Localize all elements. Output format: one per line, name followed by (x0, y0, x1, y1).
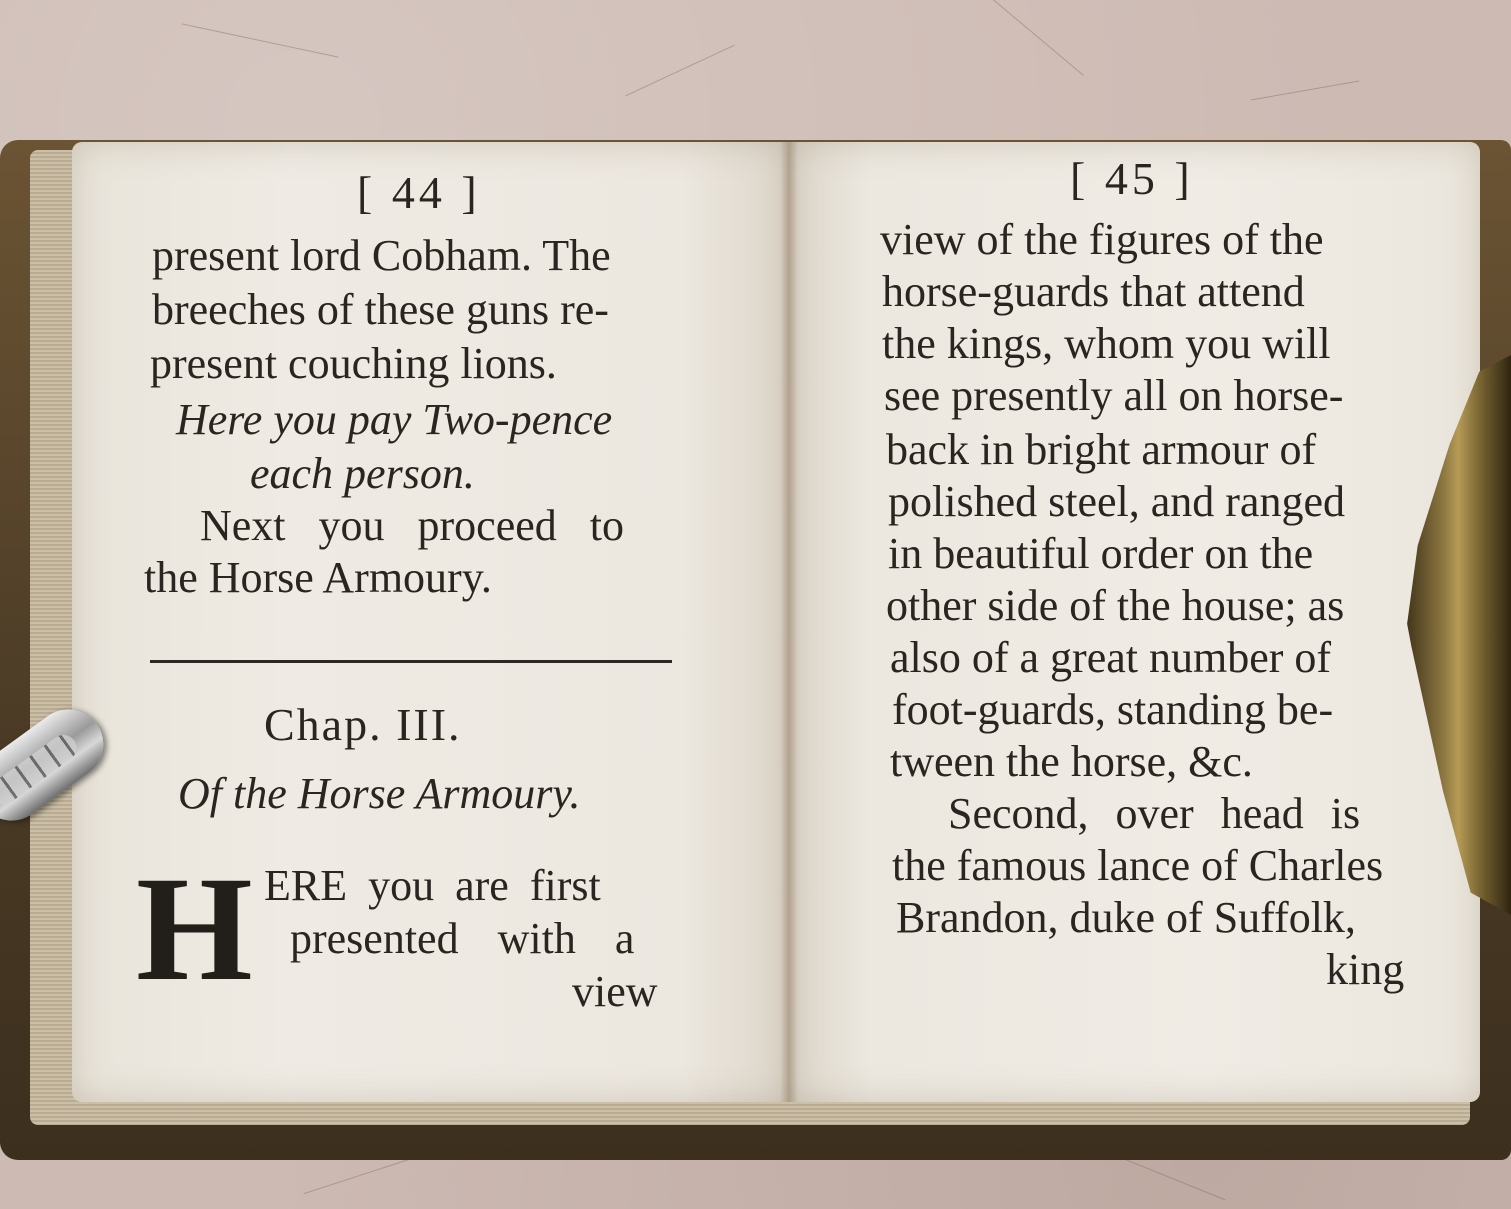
text-line: present lord Cobham. The (152, 231, 611, 280)
text-line: present couching lions. (150, 339, 557, 388)
section-divider (150, 660, 672, 663)
text-line: the famous lance of Charles (892, 841, 1384, 890)
text-line: breeches of these guns re- (152, 285, 609, 334)
text-line: also of a great number of (890, 633, 1332, 682)
chapter-subtitle: Of the Horse Armoury. (178, 769, 581, 818)
text-line: tween the horse, &c. (890, 737, 1253, 786)
text-line: horse-guards that attend (882, 267, 1305, 316)
paper-fiber (976, 0, 1084, 76)
paper-fiber (182, 23, 339, 57)
left-page (72, 142, 790, 1102)
chapter-heading: Chap. III. (264, 699, 462, 750)
text-line: the kings, whom you will (882, 319, 1331, 368)
text-line: see presently all on horse- (884, 371, 1344, 420)
text-line: Second, over head is (948, 789, 1361, 838)
text-line: other side of the house; as (886, 581, 1345, 630)
paper-fiber (1251, 80, 1360, 100)
text-line: presented with a (290, 914, 635, 963)
text-line: polished steel, and ranged (888, 477, 1345, 526)
fee-note: Here you pay Two-pence (176, 395, 613, 444)
catchword: view (572, 967, 658, 1016)
text-line: ERE you are first (264, 861, 601, 910)
text-line: view of the figures of the (880, 215, 1324, 264)
drop-cap: H (136, 846, 253, 1012)
text-line: back in bright armour of (886, 425, 1317, 474)
page-number-45: [ 45 ] (1070, 153, 1194, 204)
right-page (788, 142, 1480, 1102)
text-line: in beautiful order on the (888, 529, 1314, 578)
catchword: king (1326, 945, 1405, 994)
page-number-44: [ 44 ] (357, 167, 481, 218)
text-line: the Horse Armoury. (144, 553, 492, 602)
book-gutter (780, 142, 798, 1102)
paper-fiber (625, 45, 734, 97)
text-line: Brandon, duke of Suffolk, (896, 893, 1356, 942)
fee-note: each person. (250, 449, 475, 498)
text-line: foot-guards, standing be- (892, 685, 1334, 734)
text-line: Next you proceed to (200, 501, 624, 550)
